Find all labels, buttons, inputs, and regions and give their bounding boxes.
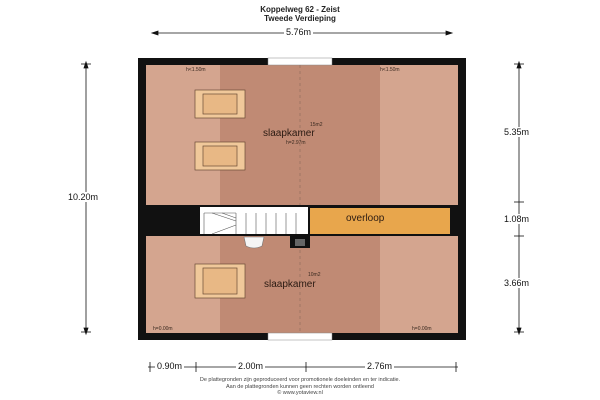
window-top bbox=[268, 58, 332, 65]
sink bbox=[244, 237, 264, 248]
dimension-bottom bbox=[148, 362, 458, 372]
dim-top-width: 5.76m bbox=[286, 27, 312, 37]
dim-bottom-1: 0.90m bbox=[157, 361, 183, 371]
footer-line-3: © www.yotaview.nl bbox=[277, 390, 323, 396]
footer-line-1: De plattegronden zijn geproduceerd voor promotionele doeleinden en ter indicatie. bbox=[199, 377, 401, 383]
dim-right-1: 5.35m bbox=[504, 127, 530, 137]
skylight-upper-1 bbox=[195, 90, 245, 118]
lower-room-area: 10m2 bbox=[308, 272, 321, 278]
dim-left-height: 10.20m bbox=[68, 192, 99, 202]
stairwell bbox=[200, 207, 308, 234]
dimension-right bbox=[514, 62, 524, 334]
skylight-upper-2 bbox=[195, 142, 245, 170]
landing-name: overloop bbox=[346, 213, 385, 224]
footer-line-2: Aan de plattegronden kunnen geen rechten worden ontleend bbox=[225, 383, 374, 390]
skylight-lower bbox=[195, 264, 245, 298]
dim-right-3: 3.66m bbox=[504, 278, 530, 288]
upper-corner-left: h<1.50m bbox=[186, 67, 206, 73]
dim-bottom-3: 2.76m bbox=[367, 361, 393, 371]
dim-bottom-2: 2.00m bbox=[238, 361, 264, 371]
upper-corner-right: h<1.50m bbox=[380, 67, 400, 73]
upper-room-area: 15m2 bbox=[310, 122, 323, 128]
plan-title: Koppelweg 62 - Zeist bbox=[260, 5, 340, 14]
upper-room-height: h=2.97m bbox=[286, 140, 306, 146]
lower-room-name: slaapkamer bbox=[264, 279, 316, 290]
plan-subtitle: Tweede Verdieping bbox=[264, 14, 336, 23]
footer-disclaimer bbox=[0, 377, 600, 397]
upper-room-name: slaapkamer bbox=[263, 128, 315, 139]
window-bottom bbox=[268, 333, 332, 340]
lower-corner-left: h=0.00m bbox=[153, 326, 173, 332]
lower-corner-right: h=0.00m bbox=[412, 326, 432, 332]
dim-right-2: 1.08m bbox=[504, 214, 530, 224]
